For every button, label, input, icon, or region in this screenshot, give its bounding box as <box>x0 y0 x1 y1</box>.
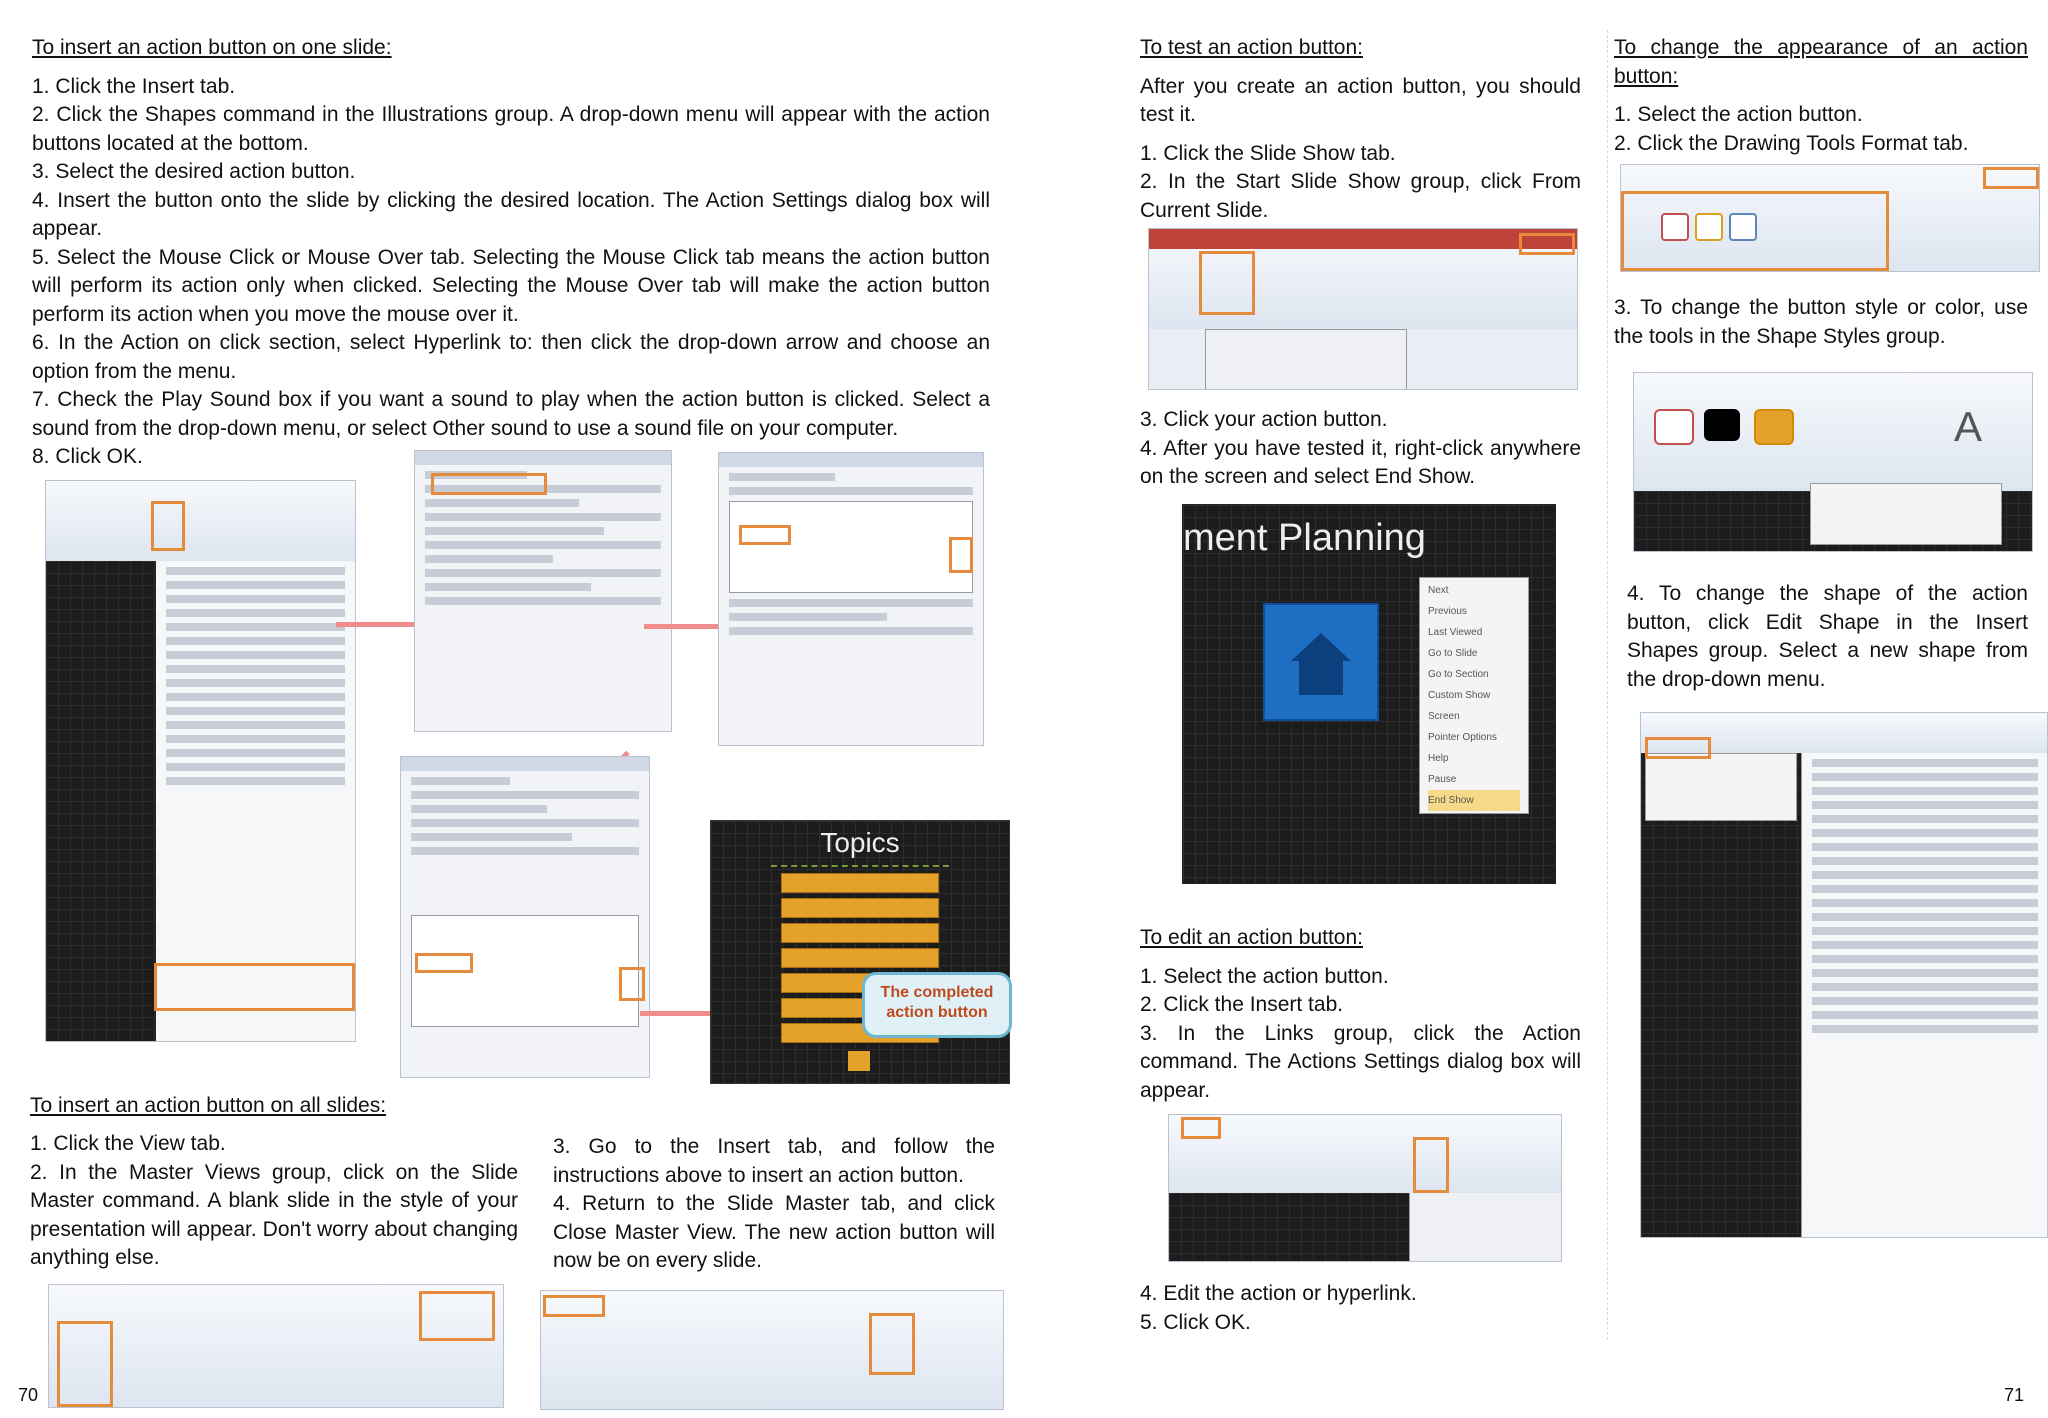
column-divider <box>1607 30 1608 1340</box>
menu-item[interactable]: Custom Show <box>1428 690 1491 701</box>
step: 1. Click the View tab. <box>30 1132 226 1155</box>
heading-change: To change the appearance of an action button: <box>1614 36 2028 88</box>
step: 4. Insert the button onto the slide by clicking the desired location. The Action Settings dialog box will appear. <box>32 188 990 240</box>
view-tab-screenshot <box>48 1284 504 1408</box>
shape-styles-highlight <box>1621 191 1889 271</box>
left-column-top <box>32 34 990 472</box>
menu-item[interactable]: Next <box>1428 585 1449 596</box>
heading-edit: To edit an action button: <box>1140 926 1363 949</box>
step: 1. Click the Slide Show tab. <box>1140 141 1396 165</box>
slide-show-tab-highlight <box>1519 233 1575 255</box>
test-steps-b <box>1140 406 1581 492</box>
slide-master-highlight <box>57 1321 113 1407</box>
step: 4. Return to the Slide Master tab, and click Close Master View. The new action button will now be on every slide. <box>553 1192 995 1272</box>
action-command-highlight <box>1413 1137 1449 1193</box>
menu-item[interactable]: Previous <box>1428 606 1467 617</box>
sound-dropdown-highlight <box>619 967 645 1001</box>
context-menu <box>1419 577 1529 814</box>
dark-slide-area <box>46 561 156 1041</box>
house-icon <box>1291 633 1351 661</box>
menu-item[interactable]: Pause <box>1428 774 1457 785</box>
step: 5. Click OK. <box>1140 1310 1251 1334</box>
step: 4. After you have tested it, right-click anywhere on the screen and select End Show. <box>1140 436 1581 488</box>
slide-heading: ment Planning <box>1183 517 1426 559</box>
topic-item <box>781 948 939 968</box>
action-settings-dialog-3 <box>400 756 650 1078</box>
menu-item[interactable]: Help <box>1428 753 1449 764</box>
play-sound-highlight <box>415 953 473 973</box>
step: 3. Select the desired action button. <box>32 160 356 183</box>
step: 1. Select the action button. <box>1140 964 1389 988</box>
menu-item[interactable]: Last Viewed <box>1428 627 1483 638</box>
action-settings-dialog-1 <box>414 450 672 732</box>
end-show-slide <box>1182 504 1556 884</box>
menu-item-end-show[interactable]: End Show <box>1428 790 1520 811</box>
edit-section <box>1140 924 1581 1105</box>
mouse-over-tab-highlight <box>431 473 547 495</box>
page-number-right: 71 <box>2004 1385 2025 1405</box>
edit-shape-highlight <box>1645 737 1711 759</box>
step: 7. Check the Play Sound box if you want a sound to play when the action button is clicked. Select a sound from the drop-down menu, or select Other sound to use a sound file on your computer. <box>32 388 990 440</box>
change-step-3: 3. To change the button style or color, use the tools in the Shape Styles group. <box>1614 296 2028 348</box>
slide-show-ribbon-screenshot <box>1148 228 1578 390</box>
text-a-icon: A <box>1954 403 1983 450</box>
test-section <box>1140 34 1581 225</box>
step: 1. Click the Insert tab. <box>32 74 236 98</box>
step: 4. Edit the action or hyperlink. <box>1140 1282 1417 1305</box>
menu-item[interactable]: Pointer Options <box>1428 732 1497 743</box>
shape-styles-screenshot <box>1633 372 2033 552</box>
view-tab-highlight <box>419 1291 495 1341</box>
menu-item[interactable]: Go to Section <box>1428 669 1489 680</box>
step: 1. Select the action button. <box>1614 103 1863 126</box>
step: 2. Click the Shapes command in the Illustrations group. A drop-down menu will appear with the action buttons located at the bottom. <box>32 103 990 155</box>
topics-slide <box>710 820 1010 1084</box>
heading-all-slides: To insert an action button on all slides: <box>30 1094 387 1117</box>
edit-shape-screenshot <box>1640 712 2048 1238</box>
hyperlink-highlight <box>739 525 791 545</box>
action-buttons-highlight <box>154 963 355 1011</box>
change-section <box>1614 34 2028 158</box>
close-master-view-highlight <box>869 1313 915 1375</box>
test-intro: After you create an action button, you should test it. <box>1140 74 1581 126</box>
step: 8. Click OK. <box>32 445 143 468</box>
slide-master-screenshot <box>540 1290 1004 1410</box>
page-number-left: 70 <box>18 1385 39 1405</box>
step: 3. Go to the Insert tab, and follow the instructions above to insert an action button. <box>553 1135 995 1187</box>
step: 3. In the Links group, click the Action command. The Actions Settings dialog box will appear. <box>1140 1021 1581 1102</box>
menu-item[interactable]: Screen <box>1428 711 1460 722</box>
step: 2. Click the Drawing Tools Format tab. <box>1614 131 1969 155</box>
step: 6. In the Action on click section, select Hyperlink to: then click the drop-down arrow and choose an option from the menu. <box>32 331 990 383</box>
menu-item[interactable]: Go to Slide <box>1428 648 1478 659</box>
heading-one-slide: To insert an action button on one slide: <box>32 36 392 59</box>
step: 3. Click your action button. <box>1140 408 1388 431</box>
all-slides-col-a <box>30 1130 518 1273</box>
slide-master-tab-highlight <box>543 1295 605 1317</box>
shapes-command-highlight <box>151 501 185 551</box>
action-button-icon <box>848 1051 870 1071</box>
all-slides-col-b <box>553 1133 995 1276</box>
insert-action-screenshot <box>1168 1114 1562 1262</box>
step: 2. In the Start Slide Show group, click From Current Slide. <box>1140 170 1581 222</box>
step: 2. In the Master Views group, click on the Slide Master command. A blank slide in the style of your presentation will appear. Don't worry about changing anything else. <box>30 1160 518 1269</box>
heading-test: To test an action button: <box>1140 36 1363 59</box>
completed-callout: The completed action button <box>862 972 1012 1038</box>
heading-all-slides-wrap <box>30 1092 530 1131</box>
edit-steps-b <box>1140 1280 1581 1337</box>
shapes-menu-screenshot <box>45 480 356 1042</box>
format-tab-highlight <box>1983 167 2039 189</box>
from-current-slide-highlight <box>1199 251 1255 315</box>
action-settings-dialog-2 <box>718 452 984 746</box>
change-step-4: 4. To change the shape of the action button, click Edit Shape in the Insert Shapes group. Select a new shape from the drop-down menu. <box>1627 582 2028 691</box>
topic-item <box>781 923 939 943</box>
ribbon <box>46 481 355 561</box>
step: 5. Select the Mouse Click or Mouse Over tab. Selecting the Mouse Click tab means the action button will perform its action only when clicked. Selecting the Mouse Over tab will make the action button perform its action when you move the mouse over it. <box>32 245 990 326</box>
insert-tab-highlight <box>1181 1117 1221 1139</box>
dropdown-highlight <box>949 537 973 573</box>
topic-item <box>781 898 939 918</box>
step: 2. Click the Insert tab. <box>1140 993 1344 1016</box>
topics-title: Topics <box>820 827 900 858</box>
home-action-button <box>1263 603 1379 721</box>
topic-item <box>781 873 939 893</box>
drawing-tools-screenshot <box>1620 164 2040 272</box>
